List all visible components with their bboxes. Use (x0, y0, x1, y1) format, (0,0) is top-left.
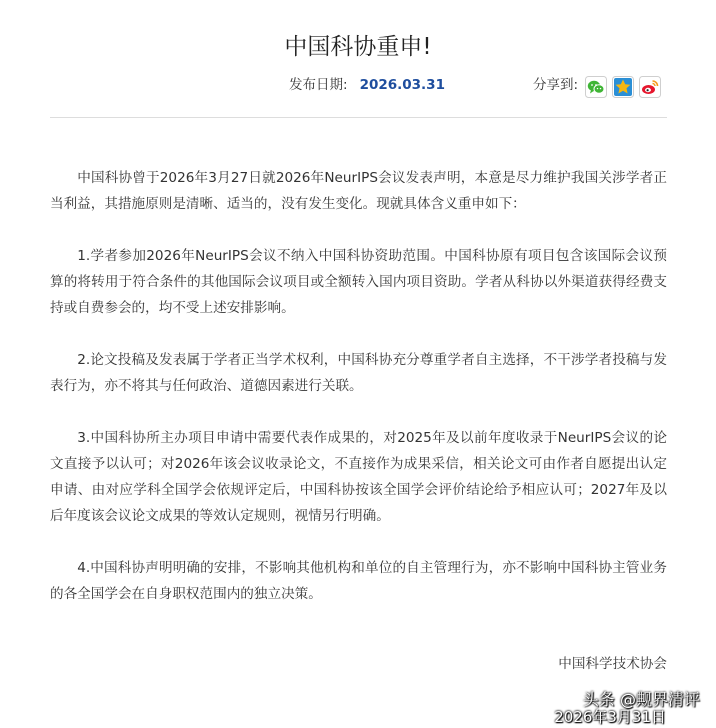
watermark: 头条 @觍界清评 (582, 690, 700, 709)
publish-date (289, 75, 445, 95)
weibo-icon[interactable] (639, 76, 661, 98)
point-3-paragraph: 3.中国科协所主办项目申请中需要代表作成果的，对2025年及以前年度收录于NeurIPS会议的论文直接予以认可；对2026年该会议收录论文，不直接作为成果采信，相关论文可由作者自愿提出认定申请、由对应学科全国学会依规评定后，中国科协按该全国学会评价结论给予相应认可；2027年及以后年度该会议论文成果的等效认定规则，视情另行明确。 (50, 430, 667, 524)
wechat-icon[interactable] (585, 76, 607, 98)
point-2-paragraph: 2.论文投稿及发表属于学者正当学术权利，中国科协充分尊重学者自主选择，不干涉学者投稿与发表行为，亦不将其与任何政治、道德因素进行关联。 (50, 352, 667, 394)
share-buttons (585, 76, 661, 98)
page-title: 中国科协重申! (284, 34, 432, 60)
article-body (50, 165, 667, 633)
publish-date-value: 2026.03.31 (359, 77, 445, 93)
signature: 中国科学技术协会 (558, 656, 667, 672)
share-label: 分享到: (533, 77, 579, 93)
qzone-icon[interactable] (612, 76, 634, 98)
intro-paragraph: 中国科协曾于2026年3月27日就2026年NeurIPS会议发表声明，本意是尽力维护我国关涉学者正当利益，其措施原则是清晰、适当的，没有发生变化。现就具体含义重申如下： (50, 170, 667, 212)
publish-date-label: 发布日期: (289, 77, 348, 93)
point-1-paragraph: 1.学者参加2026年NeurIPS会议不纳入中国科协资助范围。中国科协原有项目包含该国际会议预算的将转用于符合条件的其他国际会议项目或全额转入国内项目资助。学者从科协以外渠道获得经费支持或自费参会的，均不受上述安排影响。 (50, 248, 667, 316)
header-divider (50, 117, 667, 118)
point-4-paragraph: 4.中国科协声明明确的安排，不影响其他机构和单位的自主管理行为，亦不影响中国科协主管业务的各全国学会在自身职权范围内的独立决策。 (50, 560, 667, 602)
watermark-date: 2026年3月31日 (554, 708, 666, 726)
